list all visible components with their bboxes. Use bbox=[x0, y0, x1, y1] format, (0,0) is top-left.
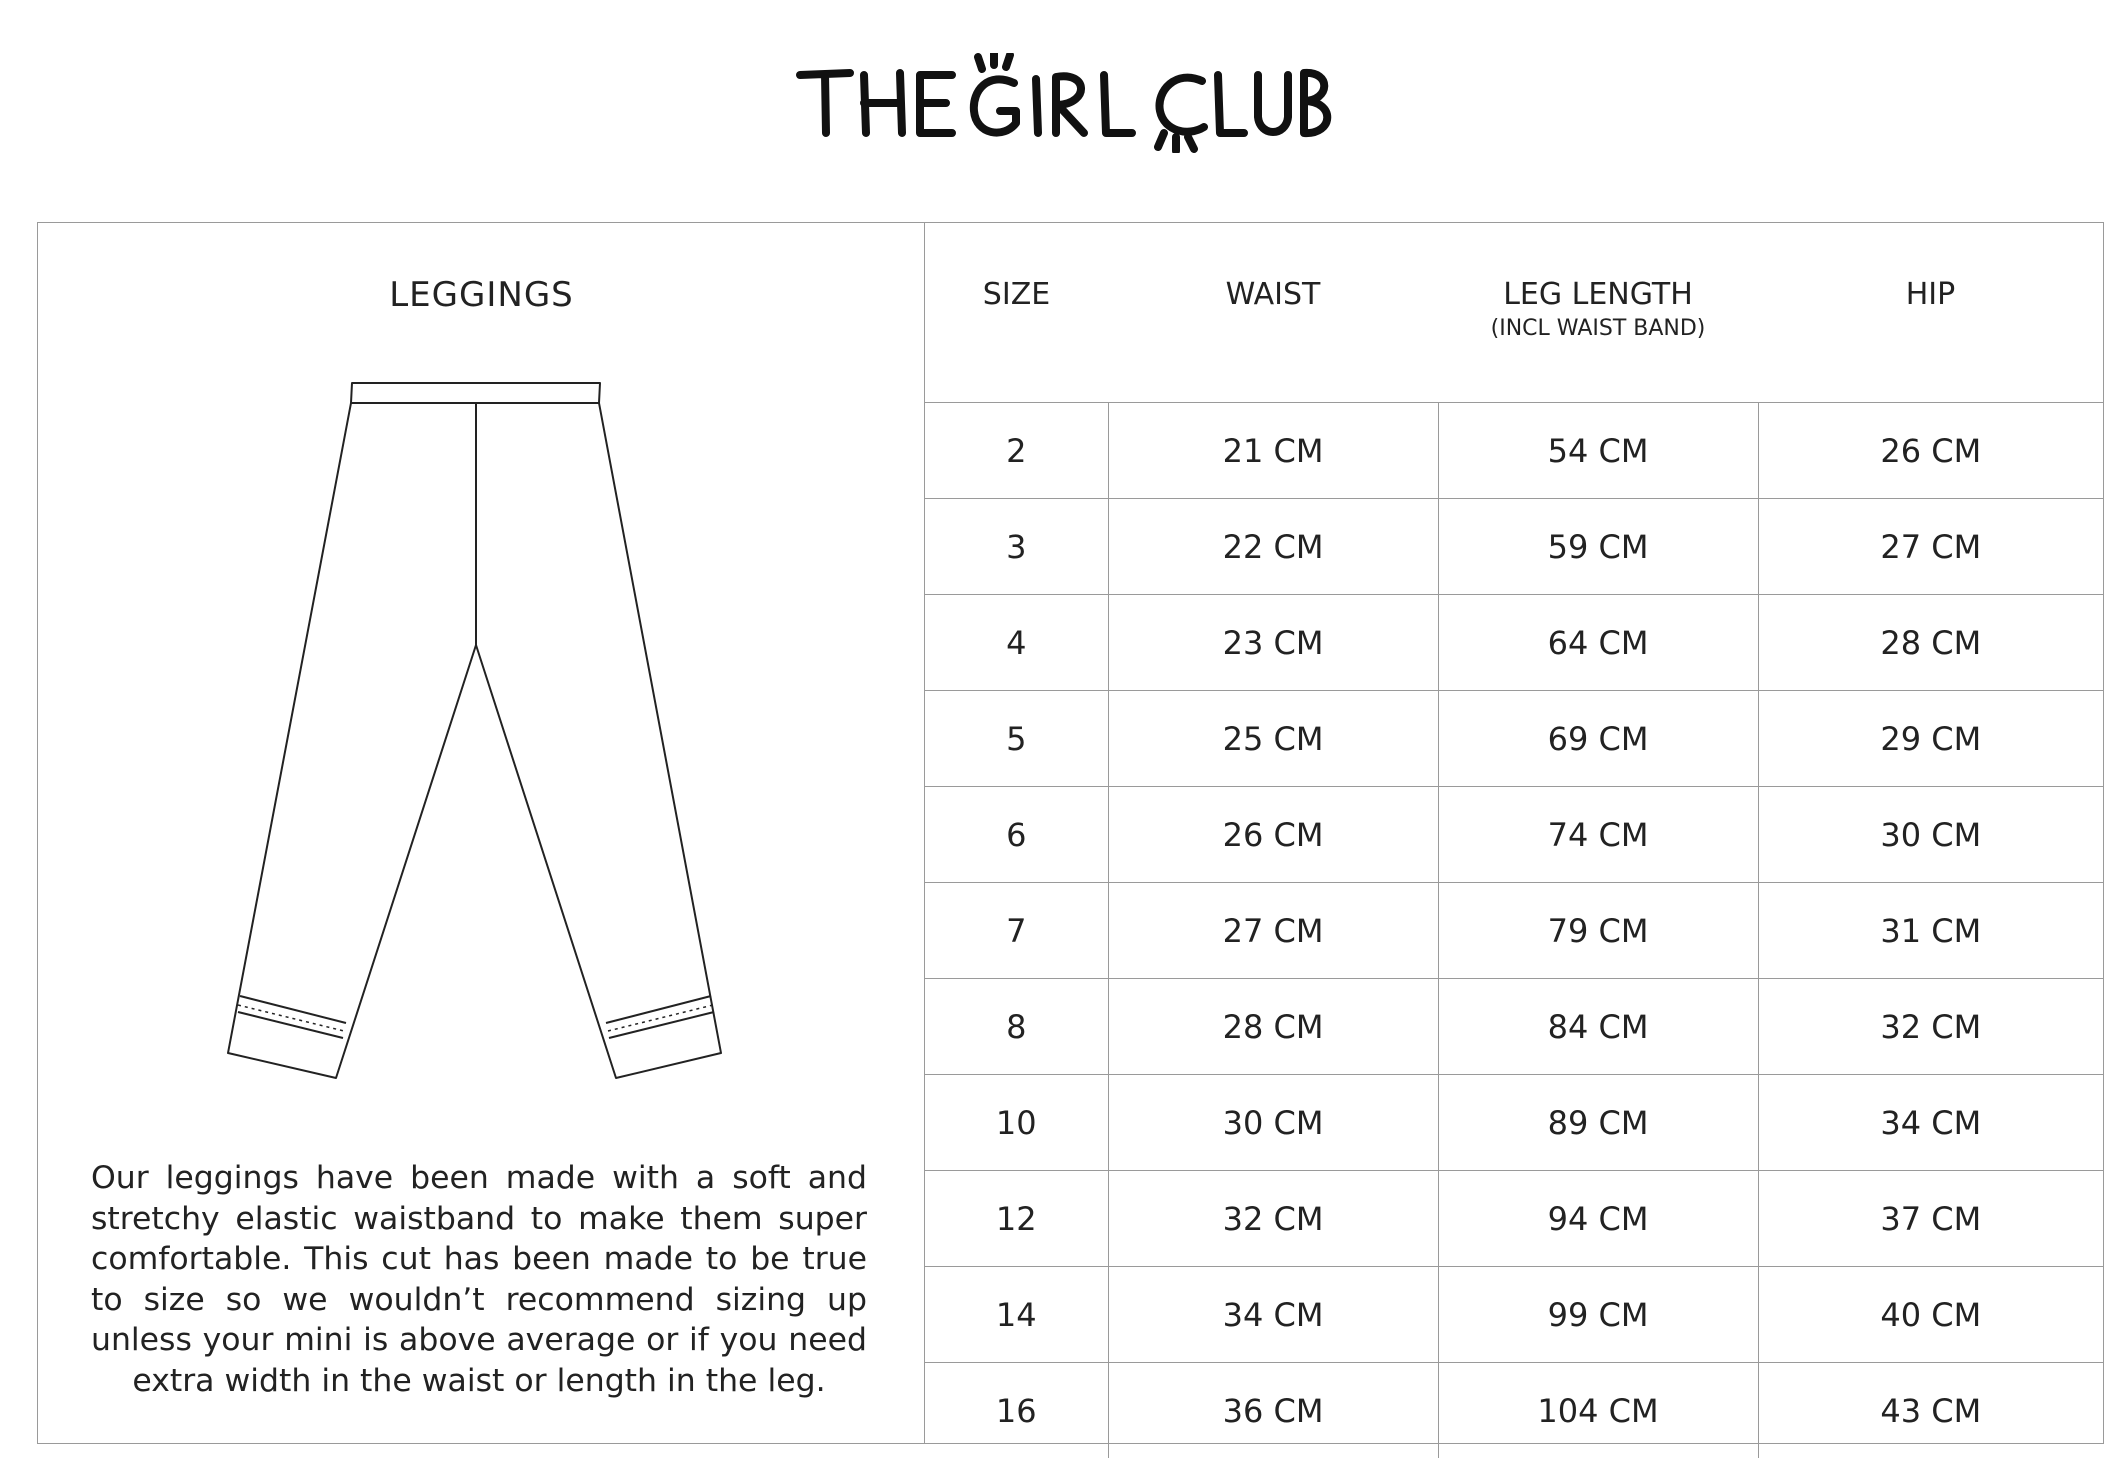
table-row bbox=[925, 979, 2103, 1075]
brand-logo-mark bbox=[792, 53, 1332, 153]
cell-size: 2 bbox=[925, 403, 1108, 499]
cell-leg-length: 64 CM bbox=[1438, 595, 1758, 691]
cell-hip: 30 CM bbox=[1758, 787, 2103, 883]
cell-hip: 43 CM bbox=[1880, 1391, 1982, 1430]
cell-leg-length: 84 CM bbox=[1438, 979, 1758, 1075]
header-waist: WAIST bbox=[1108, 223, 1438, 403]
cell-hip: 28 CM bbox=[1758, 595, 2103, 691]
cell-size: 16 bbox=[925, 1363, 1108, 1459]
cell-hip: 37 CM bbox=[1758, 1171, 2103, 1267]
cell-hip: 29 CM bbox=[1758, 691, 2103, 787]
size-chart-header-row bbox=[925, 223, 2103, 403]
cell-hip: 31 CM bbox=[1758, 883, 2103, 979]
cell-size: 7 bbox=[925, 883, 1108, 979]
cell-waist: 27 CM bbox=[1108, 883, 1438, 979]
cell-waist: 32 CM bbox=[1108, 1171, 1438, 1267]
cell-leg-length: 74 CM bbox=[1438, 787, 1758, 883]
table-row bbox=[925, 499, 2103, 595]
cell-hip: 27 CM bbox=[1758, 499, 2103, 595]
table-row bbox=[925, 691, 2103, 787]
cell-leg-length: 59 CM bbox=[1438, 499, 1758, 595]
size-guide-frame bbox=[37, 222, 2104, 1444]
cell-waist: 34 CM bbox=[1108, 1267, 1438, 1363]
cell-waist: 22 CM bbox=[1108, 499, 1438, 595]
cell-hip: 34 CM bbox=[1758, 1075, 2103, 1171]
cell-size: 6 bbox=[925, 787, 1108, 883]
cell-hip: 40 CM bbox=[1758, 1267, 2103, 1363]
cell-waist: 30 CM bbox=[1108, 1075, 1438, 1171]
table-row bbox=[925, 1363, 2103, 1459]
size-chart-table bbox=[925, 223, 2103, 1458]
cell-size: 4 bbox=[925, 595, 1108, 691]
cell-leg-length: 69 CM bbox=[1438, 691, 1758, 787]
cell-waist: 36 CM bbox=[1108, 1363, 1438, 1459]
cell-leg-length: 79 CM bbox=[1438, 883, 1758, 979]
product-panel bbox=[38, 223, 925, 1443]
cell-hip: 32 CM bbox=[1758, 979, 2103, 1075]
cell-size: 12 bbox=[925, 1171, 1108, 1267]
cell-waist: 26 CM bbox=[1108, 787, 1438, 883]
cell-size: 5 bbox=[925, 691, 1108, 787]
cell-leg-length: 89 CM bbox=[1438, 1075, 1758, 1171]
cell-waist: 25 CM bbox=[1108, 691, 1438, 787]
product-description: Our leggings have been made with a soft and stretchy elastic waistband to make them super comfortable. This cut has been made to be true to size so we wouldn’t recommend sizing up unless your mini is above average or if you need extra width in the waist or length in the leg. bbox=[91, 1160, 867, 1399]
table-row bbox=[925, 403, 2103, 499]
cell-size: 10 bbox=[925, 1075, 1108, 1171]
table-row bbox=[925, 595, 2103, 691]
table-row bbox=[925, 787, 2103, 883]
brand-logo bbox=[0, 48, 2124, 158]
cell-hip: 26 CM bbox=[1758, 403, 2103, 499]
cell-leg-length: 104 CM bbox=[1438, 1363, 1758, 1459]
header-hip: HIP bbox=[1758, 223, 2103, 403]
table-row bbox=[925, 1075, 2103, 1171]
cell-size: 3 bbox=[925, 499, 1108, 595]
table-row bbox=[925, 883, 2103, 979]
cell-waist: 28 CM bbox=[1108, 979, 1438, 1075]
cell-waist: 21 CM bbox=[1108, 403, 1438, 499]
header-size: SIZE bbox=[925, 223, 1108, 403]
table-row bbox=[925, 1171, 2103, 1267]
cell-waist: 23 CM bbox=[1108, 595, 1438, 691]
cell-leg-length: 99 CM bbox=[1438, 1267, 1758, 1363]
cell-size: 14 bbox=[925, 1267, 1108, 1363]
table-row bbox=[925, 1267, 2103, 1363]
product-title: LEGGINGS bbox=[389, 275, 574, 315]
cell-leg-length: 54 CM bbox=[1438, 403, 1758, 499]
header-leg-length bbox=[1438, 223, 1758, 403]
header-leg-length-note: (INCL WAIST BAND) bbox=[1490, 316, 1706, 341]
cell-size: 8 bbox=[925, 979, 1108, 1075]
header-leg-length-label: LEG LENGTH bbox=[1503, 277, 1693, 312]
cell-leg-length: 94 CM bbox=[1438, 1171, 1758, 1267]
